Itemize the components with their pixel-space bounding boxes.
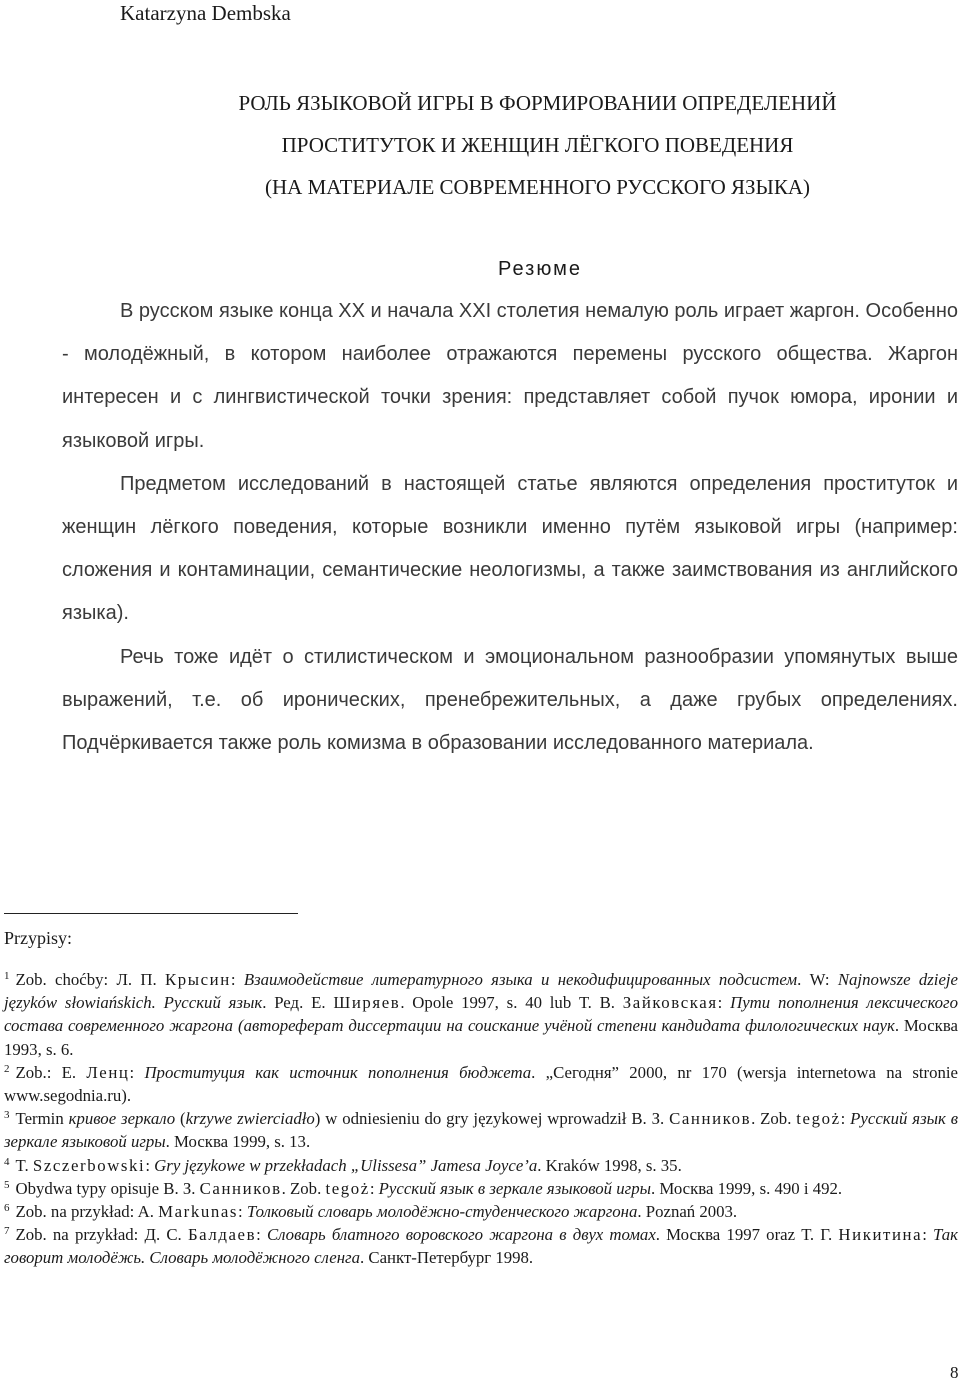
footnote-text: Zob. na przykład: Д. С. xyxy=(15,1225,188,1245)
footnote xyxy=(4,1061,958,1107)
footnote-text: . W: xyxy=(797,970,838,989)
footnote-text: . Ред. Е. xyxy=(262,993,334,1013)
footnote xyxy=(4,1223,958,1269)
footnote-text: : xyxy=(717,993,731,1013)
footnotes-label: Przypisy: xyxy=(4,928,73,948)
footnote-number: 3 xyxy=(4,1109,10,1122)
abstract-paragraph: Речь тоже идёт о стилистическом и эмоциональном разнообразии упомянутых выше выражений, т.е. об иронических, пренебрежительных, а даже грубых определениях. Подчёркивается также роль комизма в образовании исследованного материала. xyxy=(62,645,958,755)
footnote-text: : xyxy=(238,1202,247,1222)
footnote xyxy=(4,1154,958,1177)
footnote-author: Ленц xyxy=(86,1062,130,1082)
footnote-text: T. xyxy=(15,1155,33,1175)
footnote-divider xyxy=(4,913,298,914)
footnote-text: : xyxy=(145,1155,155,1175)
footnote-number: 5 xyxy=(4,1178,10,1191)
footnote-number: 1 xyxy=(4,970,10,982)
footnote-text: . „Сегодня” 2000, nr 170 (wersja internetowa na stronie www.segodnia.ru). xyxy=(4,1062,958,1106)
footnote-author: Никитина xyxy=(838,1225,923,1245)
footnote-title: Толковый словарь молодёжно-студенческого жаргона xyxy=(246,1202,638,1222)
footnote-text: : xyxy=(840,1109,851,1129)
footnote-text: Zob.: Е. xyxy=(15,1062,87,1082)
footnote-title: Так говорит молодёжь. Словарь молодёжного сленга xyxy=(4,1225,959,1268)
footnote-text: Termin xyxy=(15,1109,69,1129)
footnote-text: . Москва 1993, s. 6. xyxy=(4,1016,958,1059)
footnote-author: Szczerbowski xyxy=(32,1155,146,1175)
footnote-text: : xyxy=(230,970,244,989)
footnote-text: ( xyxy=(175,1109,186,1129)
footnote-text: : xyxy=(922,1225,934,1245)
footnote-author: Markunas xyxy=(158,1202,239,1222)
footnote-title: Русский язык в зеркале языковой игры xyxy=(378,1178,651,1198)
footnote-text: ) w odniesieniu do gry językowej wprowadził В. З. xyxy=(314,1109,670,1129)
footnotes-list xyxy=(4,968,958,1270)
footnote-text: . Zob. xyxy=(281,1178,326,1198)
footnote-title: Пути пополнения лексического состава современного жаргона (автореферат диссертации на соискание учёной степени кандидата филологических наук xyxy=(4,993,958,1036)
author-name: Katarzyna Dembska xyxy=(120,1,291,25)
footnote-text: Obydwa typy opisuje В. З. xyxy=(15,1178,200,1198)
footnote-author: Ширяев xyxy=(333,993,401,1013)
article-title xyxy=(0,82,960,208)
footnote-text: . Москва 1999, s. 490 i 492. xyxy=(650,1178,843,1198)
footnote-text: . Zob. xyxy=(751,1109,797,1129)
footnote-author: Зайковская xyxy=(622,993,718,1013)
footnote-author: Санников xyxy=(199,1178,282,1198)
abstract-paragraph: В русском языке конца XX и начала XXI столетия немалую роль играет жаргон. Особенно - молодёжный, в котором наиболее отражаются перемены русского общества. Жаргон интересен и с лингвистической точки зрения: представляет собой пучок юмора, иронии и языковой игры. xyxy=(62,300,958,452)
footnote-author: tegoż xyxy=(325,1178,370,1198)
footnote-number: 7 xyxy=(4,1225,10,1238)
footnote-title: Gry językowe w przekładach „Ulissesa” Jamesa Joyce’a xyxy=(154,1155,538,1175)
footnote-text: . Poznań 2003. xyxy=(637,1202,738,1222)
footnote-text: . Москва 1997 oraz Т. Г. xyxy=(655,1225,839,1245)
footnote-author: Крысин xyxy=(164,970,231,989)
footnote-text: Zob. choćby: Л. П. xyxy=(15,970,165,989)
title-line: РОЛЬ ЯЗЫКОВОЙ ИГРЫ В ФОРМИРОВАНИИ ОПРЕДЕЛЕНИЙ xyxy=(238,91,837,115)
footnote-title: Словарь блатного воровского жаргона в двух томах xyxy=(266,1225,656,1245)
footnote-number: 4 xyxy=(4,1155,10,1168)
footnote-title: Русский язык в зеркале языковой игры xyxy=(4,1109,959,1152)
footnote-text: . Opole 1997, s. 40 lub Т. В. xyxy=(400,993,623,1013)
footnote-number: 2 xyxy=(4,1062,10,1075)
footnote-text: : xyxy=(129,1062,145,1082)
footnote-text: Zob. na przykład: A. xyxy=(15,1202,159,1222)
footnote xyxy=(4,968,958,1061)
footnote-text: . Kraków 1998, s. 35. xyxy=(537,1155,682,1175)
title-line: (НА МАТЕРИАЛЕ СОВРЕМЕННОГО РУССКОГО ЯЗЫКА) xyxy=(265,175,810,199)
page-number: 8 xyxy=(950,1363,959,1382)
footnote-title: кривое зеркало xyxy=(68,1109,176,1129)
footnote-text: : xyxy=(369,1178,379,1198)
resume-heading: Резюме xyxy=(498,258,582,280)
footnote-title: Najnowsze dzieje języków słowiańskich. Русский язык xyxy=(4,970,959,1013)
footnote-text: . Москва 1999, s. 13. xyxy=(165,1132,311,1152)
footnote-number: 6 xyxy=(4,1202,10,1215)
footnote xyxy=(4,1200,958,1223)
abstract-body xyxy=(62,290,958,765)
abstract-paragraph: Предметом исследований в настоящей статье являются определения проституток и женщин лёгкого поведения, которые возникли именно путём языковой игры (например: сложения и контаминации, семантические неологизмы, а также заимствования из английского языка). xyxy=(62,472,958,625)
footnote xyxy=(4,1177,958,1200)
footnote-title: Взаимодействие литературного языка и некодифицированных подсистем xyxy=(243,970,798,989)
footnote-title: krzywe zwierciadło xyxy=(185,1109,315,1129)
footnote-text: . Санкт-Петербург 1998. xyxy=(360,1248,534,1268)
title-line: ПРОСТИТУТОК И ЖЕНЩИН ЛЁГКОГО ПОВЕДЕНИЯ xyxy=(281,133,794,157)
footnote-author: Санников xyxy=(669,1109,752,1129)
footnote-author: Балдаев xyxy=(187,1225,257,1245)
footnote-text: : xyxy=(256,1225,267,1245)
footnote-title: Проституция как источник пополнения бюджета xyxy=(144,1062,532,1082)
footnote xyxy=(4,1107,958,1153)
footnote-author: tegoż xyxy=(796,1109,841,1129)
